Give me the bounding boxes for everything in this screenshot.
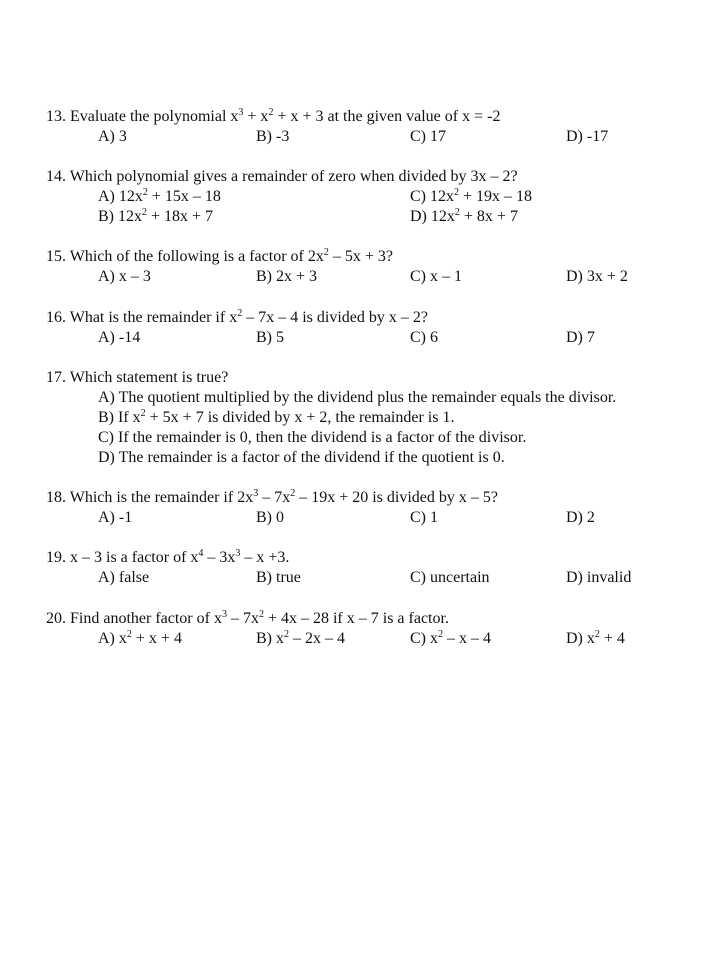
option-b: B) $x^2 - 2x - 4$ <box>256 629 345 647</box>
option-c: C) x – 1 <box>410 268 462 285</box>
option-d: D) $x^2 + 4$ <box>566 629 625 647</box>
option-b: B) 0 <box>256 509 284 526</box>
option-c: C) $x^2$ – x – 4 <box>410 629 491 647</box>
option-d: D) The remainder is a factor of the dividend if the quotient is 0. <box>98 449 505 466</box>
option-a: A) -1 <box>98 509 133 526</box>
question-stem: 17. Which statement is true? <box>46 369 229 386</box>
option-d: D) invalid <box>566 569 632 586</box>
option-a: A) $x^2 + x + 4$ <box>98 629 182 647</box>
option-c: C) 6 <box>410 329 438 346</box>
option-c: C) If the remainder is 0, then the dividend is a factor of the divisor. <box>98 429 527 446</box>
question-stem: 13. Evaluate the polynomial $x^3 + x^2 + x + 3$ at the given value of x = -2 <box>46 107 501 125</box>
option-d: D) -17 <box>566 128 609 145</box>
option-b: B) If $x^2 + 5x + 7$ is divided by x + 2, the remainder is 1. <box>98 408 455 426</box>
option-d: D) 7 <box>566 329 595 346</box>
question-stem: 16. What is the remainder if $x^2 - 7x - 4$ is divided by x – 2? <box>46 308 428 326</box>
option-d: D) $12x^2 + 8x + 7$ <box>410 207 518 225</box>
option-c: C) 17 <box>410 128 446 145</box>
question-stem: 20. Find another factor of $x^3 - 7x^2 + 4x - 28$ if x – 7 is a factor. <box>46 609 449 627</box>
option-a: A) x – 3 <box>98 268 151 285</box>
option-b: B) 2x + 3 <box>256 268 318 285</box>
question-stem: 14. Which polynomial gives a remainder of zero when divided by 3x – 2? <box>46 168 518 185</box>
option-a: A) $12x^2 + 15x - 18$ <box>98 187 221 205</box>
option-a: A) false <box>98 569 150 586</box>
option-d: D) 2 <box>566 509 595 526</box>
option-c: C) uncertain <box>410 569 490 586</box>
option-b: B) $12x^2 + 18x + 7$ <box>98 207 214 225</box>
option-a: A) -14 <box>98 329 141 346</box>
option-c: C) 1 <box>410 509 438 526</box>
option-b: B) true <box>256 569 301 586</box>
option-d: D) 3x + 2 <box>566 268 628 285</box>
option-c: C) $12x^2 + 19x - 18$ <box>410 187 533 205</box>
option-b: B) 5 <box>256 329 284 346</box>
option-a: A) 3 <box>98 128 127 145</box>
option-b: B) -3 <box>256 128 290 145</box>
question-stem: 18. Which is the remainder if $2x^3 - 7x^2 - 19x + 20$ is divided by x – 5? <box>46 488 498 506</box>
option-a: A) The quotient multiplied by the dividend plus the remainder equals the divisor. <box>98 389 617 406</box>
question-stem: 19. x – 3 is a factor of $x^4 - 3x^3 - x +3$. <box>46 548 290 566</box>
question-stem: 15. Which of the following is a factor of $2x^2 - 5x + 3$? <box>46 247 393 265</box>
